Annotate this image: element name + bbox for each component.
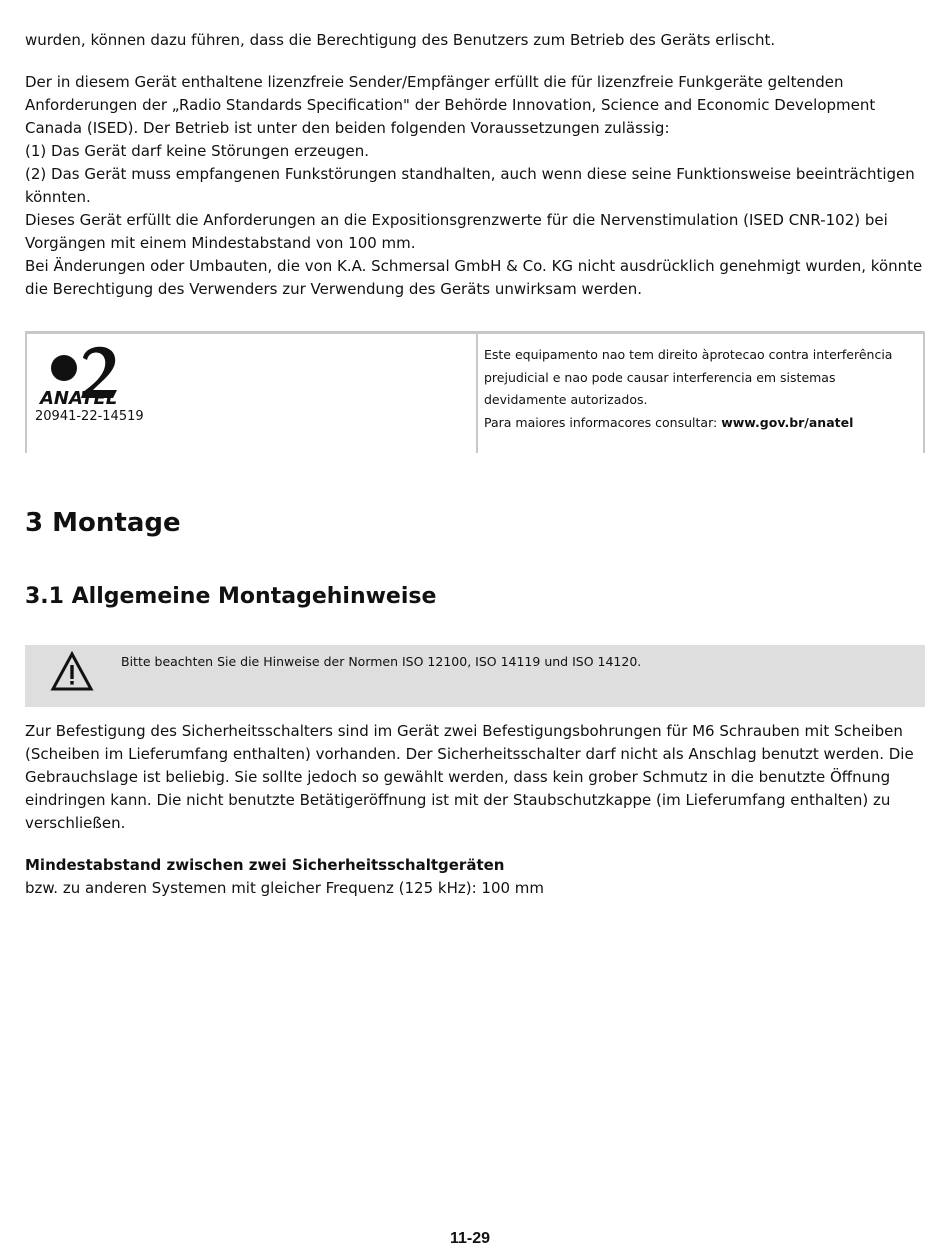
text-line: Der in diesem Gerät enthaltene lizenzfreie Sender/Empfänger erfüllt die für lizenzfreie Funkgeräte geltenden <box>25 73 844 91</box>
text-line: Gebrauchslage ist beliebig. Sie sollte jedoch so gewählt werden, dass kein grober Schmutz in die benutzte Öffnung <box>25 768 891 786</box>
text-line: (Scheiben im Lieferumfang enthalten) vorhanden. Der Sicherheitsschalter darf nicht als Anschlag benutzt werden. Die <box>25 745 914 763</box>
anatel-certification-table <box>25 331 925 453</box>
anatel-code: 20941-22-14519 <box>35 409 144 424</box>
anatel-logo-cell <box>27 334 478 453</box>
anatel-notice-cell <box>478 334 923 453</box>
warning-text: Bitte beachten Sie die Hinweise der Normen ISO 12100, ISO 14119 und ISO 14120. <box>121 654 642 669</box>
text-line: Vorgängen mit einem Mindestabstand von 100 mm. <box>25 234 416 252</box>
text-line: Canada (ISED). Der Betrieb ist unter den beiden folgenden Voraussetzungen zulässig: <box>25 119 670 137</box>
text-line: Anforderungen der „Radio Standards Specification" der Behörde Innovation, Science and Economic Development <box>25 96 876 114</box>
text-line: könnten. <box>25 188 91 206</box>
text-line: (1) Das Gerät darf keine Störungen erzeugen. <box>25 142 369 160</box>
distance-heading: Mindestabstand zwischen zwei Sicherheitsschaltgeräten <box>25 856 505 874</box>
text-line: verschließen. <box>25 814 126 832</box>
text-line: Bei Änderungen oder Umbauten, die von K.A. Schmersal GmbH & Co. KG nicht ausdrücklich genehmigt wurden, könnte <box>25 257 923 275</box>
section-title: 3 Montage <box>25 508 181 538</box>
text-line: Zur Befestigung des Sicherheitsschalters sind im Gerät zwei Befestigungsbohrungen für M6 Schrauben mit Scheiben <box>25 722 903 740</box>
minimum-distance-paragraph <box>25 854 544 900</box>
notice-line: prejudicial e nao pode causar interferencia em sistemas <box>484 369 836 385</box>
anatel-logo-text: ANATEL <box>40 388 118 406</box>
mounting-paragraph <box>25 720 914 835</box>
radio-compliance-paragraph <box>25 71 922 301</box>
notice-consult-line <box>484 412 923 435</box>
warning-notice <box>25 645 925 707</box>
anatel-logo-icon <box>37 340 127 406</box>
notice-line: devidamente autorizados. <box>484 392 648 407</box>
text-line: die Berechtigung des Verwenders zur Verwendung des Geräts unwirksam werden. <box>25 280 642 298</box>
text-line: Dieses Gerät erfüllt die Anforderungen an die Expositionsgrenzwerte für die Nervenstimulation (ISED CNR-102) bei <box>25 211 888 229</box>
text-line: wurden, können dazu führen, dass die Berechtigung des Benutzers zum Betrieb des Geräts erlischt. <box>25 31 776 49</box>
consult-prefix: Para maiores informacores consultar: <box>484 414 722 430</box>
distance-text: bzw. zu anderen Systemen mit gleicher Frequenz (125 kHz): 100 mm <box>25 879 545 897</box>
text-line: (2) Das Gerät muss empfangenen Funkstörungen standhalten, auch wenn diese seine Funktionsweise beeinträchtigen <box>25 165 915 183</box>
intro-paragraph <box>25 29 775 52</box>
notice-line: Este equipamento nao tem direito àprotecao contra interferência <box>484 347 893 362</box>
subsection-title: 3.1 Allgemeine Montagehinweise <box>25 584 437 609</box>
page-number: 11-29 <box>449 1230 491 1247</box>
anatel-link[interactable]: www.gov.br/anatel <box>721 414 854 430</box>
warning-triangle-icon <box>49 650 95 694</box>
text-line: eindringen kann. Die nicht benutzte Betätigeröffnung ist mit der Staubschutzkappe (im Lieferumfang enthalten) zu <box>25 791 891 809</box>
